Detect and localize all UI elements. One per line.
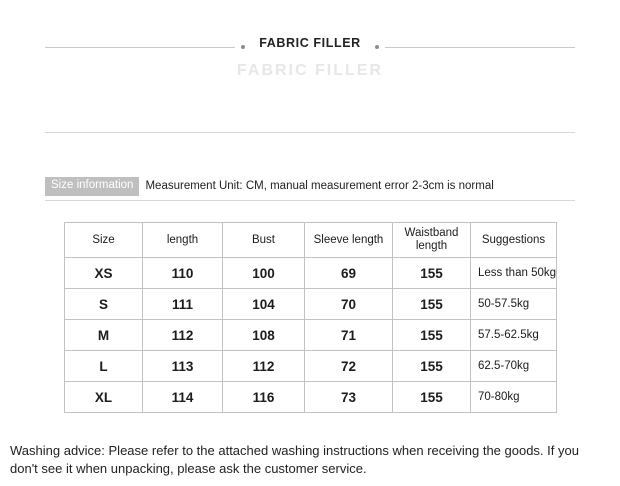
cell-waist: 155	[393, 258, 471, 289]
cell-sleeve: 70	[305, 289, 393, 320]
cell-size: XL	[65, 382, 143, 413]
cell-length: 111	[143, 289, 223, 320]
cell-suggestion: Less than 50kg	[471, 258, 557, 289]
cell-bust: 104	[223, 289, 305, 320]
table-header-row	[65, 223, 557, 258]
cell-suggestion: 50-57.5kg	[471, 289, 557, 320]
cell-sleeve: 69	[305, 258, 393, 289]
cell-length: 112	[143, 320, 223, 351]
cell-size: L	[65, 351, 143, 382]
table-row	[65, 320, 557, 351]
cell-size: S	[65, 289, 143, 320]
cell-waist: 155	[393, 289, 471, 320]
cell-size: M	[65, 320, 143, 351]
note-underline	[45, 200, 575, 201]
table-row	[65, 382, 557, 413]
cell-bust: 112	[223, 351, 305, 382]
cell-bust: 116	[223, 382, 305, 413]
washing-advice-text: Washing advice: Please refer to the attached washing instructions when receiving the goods. If you don't see it when unpacking, please ask the customer service.	[10, 443, 579, 476]
page-title-watermark: FABRIC FILLER	[237, 62, 383, 79]
column-header-suggestions: Suggestions	[471, 223, 557, 258]
cell-sleeve: 72	[305, 351, 393, 382]
cell-bust: 100	[223, 258, 305, 289]
cell-waist: 155	[393, 351, 471, 382]
column-header-waistband-length-text: Waistband length	[404, 226, 459, 252]
cell-size: XS	[65, 258, 143, 289]
table-row	[65, 351, 557, 382]
cell-suggestion: 57.5-62.5kg	[471, 320, 557, 351]
cell-waist: 155	[393, 382, 471, 413]
document-header	[0, 36, 620, 60]
cell-suggestion: 70-80kg	[471, 382, 557, 413]
top-divider	[45, 132, 575, 133]
page-title: FABRIC FILLER	[259, 36, 361, 50]
bullet-dot-right-icon	[375, 45, 379, 49]
measurement-unit-text: Measurement Unit: CM, manual measurement error 2-3cm is normal	[145, 180, 494, 193]
cell-sleeve: 73	[305, 382, 393, 413]
cell-length: 110	[143, 258, 223, 289]
header-rule-right	[385, 47, 575, 48]
column-header-size: Size	[65, 223, 143, 258]
cell-sleeve: 71	[305, 320, 393, 351]
cell-waist: 155	[393, 320, 471, 351]
column-header-waistband-length	[393, 223, 471, 258]
column-header-sleeve-length: Sleeve length	[305, 223, 393, 258]
cell-suggestion: 62.5-70kg	[471, 351, 557, 382]
cell-length: 113	[143, 351, 223, 382]
cell-length: 114	[143, 382, 223, 413]
column-header-length: length	[143, 223, 223, 258]
cell-bust: 108	[223, 320, 305, 351]
table-row	[65, 289, 557, 320]
table-row	[65, 258, 557, 289]
size-information-note	[45, 177, 575, 196]
size-chart-table	[64, 222, 557, 413]
column-header-bust: Bust	[223, 223, 305, 258]
size-information-badge: Size information	[45, 177, 139, 196]
